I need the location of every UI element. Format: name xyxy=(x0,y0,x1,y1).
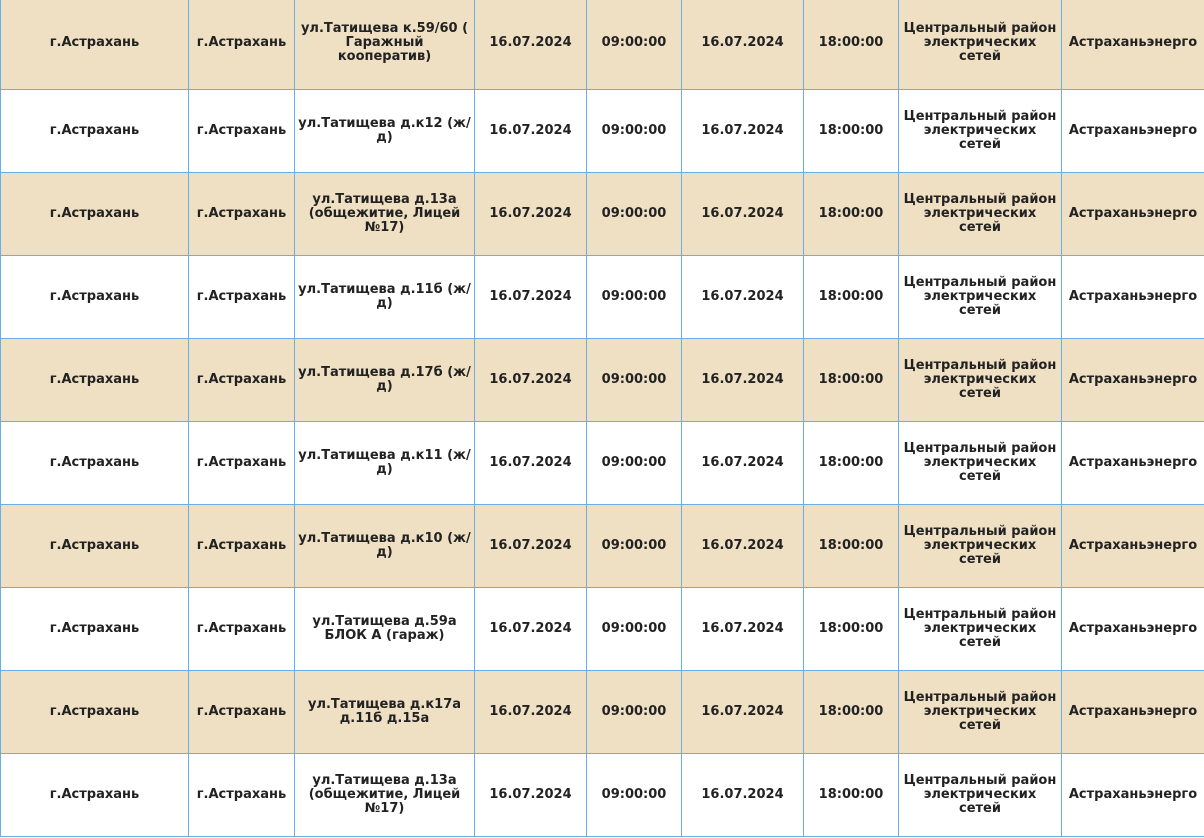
table-row xyxy=(1,422,1204,505)
city-cell: г.Астрахань xyxy=(189,90,295,173)
organization-cell: Астраханьэнерго xyxy=(1062,671,1204,754)
organization-cell: Астраханьэнерго xyxy=(1062,588,1204,671)
region-cell: г.Астрахань xyxy=(1,0,189,90)
city-cell: г.Астрахань xyxy=(189,505,295,588)
table-row xyxy=(1,671,1204,754)
city-cell: г.Астрахань xyxy=(189,422,295,505)
region-cell: г.Астрахань xyxy=(1,505,189,588)
start-date-cell: 16.07.2024 xyxy=(475,90,587,173)
table-row xyxy=(1,339,1204,422)
network-unit-cell: Центральный район электрических сетей xyxy=(899,90,1062,173)
network-unit-cell: Центральный район электрических сетей xyxy=(899,754,1062,837)
address-cell: ул.Татищева д.к12 (ж/д) xyxy=(295,90,475,173)
end-time-cell: 18:00:00 xyxy=(804,671,899,754)
table-row xyxy=(1,754,1204,837)
end-time-cell: 18:00:00 xyxy=(804,422,899,505)
end-date-cell: 16.07.2024 xyxy=(682,173,804,256)
end-date-cell: 16.07.2024 xyxy=(682,0,804,90)
start-time-cell: 09:00:00 xyxy=(587,754,682,837)
network-unit-cell: Центральный район электрических сетей xyxy=(899,256,1062,339)
end-time-cell: 18:00:00 xyxy=(804,256,899,339)
start-date-cell: 16.07.2024 xyxy=(475,505,587,588)
network-unit-cell: Центральный район электрических сетей xyxy=(899,505,1062,588)
table-row xyxy=(1,588,1204,671)
city-cell: г.Астрахань xyxy=(189,256,295,339)
end-date-cell: 16.07.2024 xyxy=(682,588,804,671)
end-date-cell: 16.07.2024 xyxy=(682,339,804,422)
region-cell: г.Астрахань xyxy=(1,339,189,422)
address-cell: ул.Татищева д.59а БЛОК А (гараж) xyxy=(295,588,475,671)
region-cell: г.Астрахань xyxy=(1,173,189,256)
region-cell: г.Астрахань xyxy=(1,588,189,671)
organization-cell: Астраханьэнерго xyxy=(1062,173,1204,256)
address-cell: ул.Татищева д.к11 (ж/д) xyxy=(295,422,475,505)
address-cell: ул.Татищева д.11б (ж/д) xyxy=(295,256,475,339)
network-unit-cell: Центральный район электрических сетей xyxy=(899,671,1062,754)
organization-cell: Астраханьэнерго xyxy=(1062,505,1204,588)
table-row xyxy=(1,90,1204,173)
end-time-cell: 18:00:00 xyxy=(804,754,899,837)
organization-cell: Астраханьэнерго xyxy=(1062,0,1204,90)
end-date-cell: 16.07.2024 xyxy=(682,505,804,588)
city-cell: г.Астрахань xyxy=(189,173,295,256)
end-time-cell: 18:00:00 xyxy=(804,505,899,588)
network-unit-cell: Центральный район электрических сетей xyxy=(899,0,1062,90)
organization-cell: Астраханьэнерго xyxy=(1062,256,1204,339)
region-cell: г.Астрахань xyxy=(1,422,189,505)
start-date-cell: 16.07.2024 xyxy=(475,339,587,422)
table-row xyxy=(1,0,1204,90)
start-time-cell: 09:00:00 xyxy=(587,588,682,671)
end-time-cell: 18:00:00 xyxy=(804,339,899,422)
table-row xyxy=(1,256,1204,339)
city-cell: г.Астрахань xyxy=(189,588,295,671)
address-cell: ул.Татищева д.к10 (ж/д) xyxy=(295,505,475,588)
start-date-cell: 16.07.2024 xyxy=(475,422,587,505)
end-date-cell: 16.07.2024 xyxy=(682,671,804,754)
table-row xyxy=(1,505,1204,588)
start-date-cell: 16.07.2024 xyxy=(475,671,587,754)
start-date-cell: 16.07.2024 xyxy=(475,256,587,339)
start-time-cell: 09:00:00 xyxy=(587,0,682,90)
start-time-cell: 09:00:00 xyxy=(587,505,682,588)
region-cell: г.Астрахань xyxy=(1,90,189,173)
end-time-cell: 18:00:00 xyxy=(804,588,899,671)
city-cell: г.Астрахань xyxy=(189,754,295,837)
network-unit-cell: Центральный район электрических сетей xyxy=(899,588,1062,671)
address-cell: ул.Татищева к.59/60 ( Гаражный кооператив) xyxy=(295,0,475,90)
end-time-cell: 18:00:00 xyxy=(804,0,899,90)
address-cell: ул.Татищева д.17б (ж/д) xyxy=(295,339,475,422)
address-cell: ул.Татищева д.к17а д.11б д.15а xyxy=(295,671,475,754)
start-time-cell: 09:00:00 xyxy=(587,90,682,173)
start-time-cell: 09:00:00 xyxy=(587,256,682,339)
start-time-cell: 09:00:00 xyxy=(587,339,682,422)
start-time-cell: 09:00:00 xyxy=(587,173,682,256)
region-cell: г.Астрахань xyxy=(1,754,189,837)
end-time-cell: 18:00:00 xyxy=(804,173,899,256)
start-date-cell: 16.07.2024 xyxy=(475,754,587,837)
address-cell: ул.Татищева д.13а (общежитие, Лицей №17) xyxy=(295,754,475,837)
table-row xyxy=(1,173,1204,256)
start-date-cell: 16.07.2024 xyxy=(475,0,587,90)
start-date-cell: 16.07.2024 xyxy=(475,173,587,256)
city-cell: г.Астрахань xyxy=(189,0,295,90)
start-time-cell: 09:00:00 xyxy=(587,422,682,505)
end-time-cell: 18:00:00 xyxy=(804,90,899,173)
end-date-cell: 16.07.2024 xyxy=(682,256,804,339)
end-date-cell: 16.07.2024 xyxy=(682,422,804,505)
start-time-cell: 09:00:00 xyxy=(587,671,682,754)
end-date-cell: 16.07.2024 xyxy=(682,90,804,173)
organization-cell: Астраханьэнерго xyxy=(1062,90,1204,173)
table-body xyxy=(1,0,1204,837)
organization-cell: Астраханьэнерго xyxy=(1062,754,1204,837)
end-date-cell: 16.07.2024 xyxy=(682,754,804,837)
region-cell: г.Астрахань xyxy=(1,256,189,339)
organization-cell: Астраханьэнерго xyxy=(1062,339,1204,422)
network-unit-cell: Центральный район электрических сетей xyxy=(899,173,1062,256)
city-cell: г.Астрахань xyxy=(189,339,295,422)
city-cell: г.Астрахань xyxy=(189,671,295,754)
organization-cell: Астраханьэнерго xyxy=(1062,422,1204,505)
region-cell: г.Астрахань xyxy=(1,671,189,754)
start-date-cell: 16.07.2024 xyxy=(475,588,587,671)
address-cell: ул.Татищева д.13а (общежитие, Лицей №17) xyxy=(295,173,475,256)
network-unit-cell: Центральный район электрических сетей xyxy=(899,339,1062,422)
network-unit-cell: Центральный район электрических сетей xyxy=(899,422,1062,505)
